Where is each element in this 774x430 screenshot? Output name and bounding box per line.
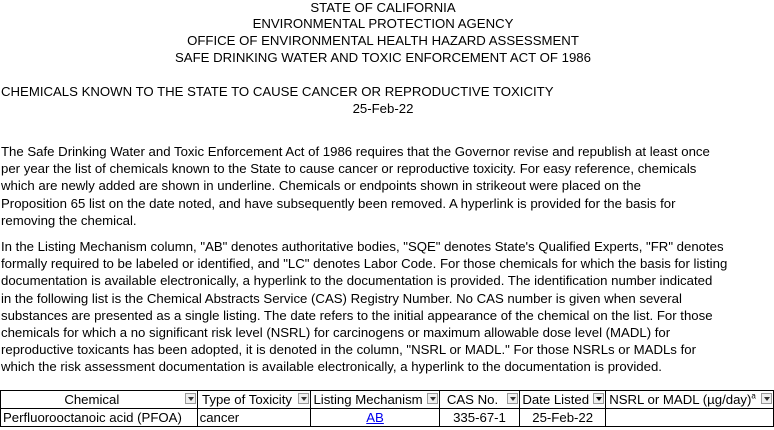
filter-dropdown-icon[interactable] [507,393,518,404]
cell-nsrl [606,409,774,427]
mechanism-line: formally required to be labeled or identified, and "LC" denotes Labor Code. For those chemicals for which the basis for listing [1,256,728,272]
filter-dropdown-icon[interactable] [298,393,309,404]
cell-chemical: Perfluorooctanoic acid (PFOA) [1,409,198,427]
header-act: SAFE DRINKING WATER AND TOXIC ENFORCEMENT ACT OF 1986 [175,50,591,65]
col-nsrl-label: NSRL or MADL (µg/day) [609,392,752,407]
cell-date: 25-Feb-22 [520,409,606,427]
intro-line: removing the chemical. [1,212,137,228]
col-chemical [1,391,198,409]
col-chemical-label: Chemical [64,392,120,407]
cell-mechanism [311,409,439,427]
intro-line: which are newly added are shown in underline. Chemicals or endpoints shown in strikeout were placed on the [1,178,641,194]
cell-toxicity: cancer [197,409,311,427]
intro-line: per year the list of chemicals known to the State to cause cancer or reproductive toxicity. For easy reference, chemicals [1,161,697,177]
mechanism-line: which the risk assessment documentation is available electronically, a hyperlink to the documentation is provided. [1,359,662,375]
mechanism-line: In the Listing Mechanism column, "AB" denotes authoritative bodies, "SQE" denotes State's Qualified Experts, "FR" denotes [1,239,724,254]
intro-line: Proposition 65 list on the date noted, and have subsequently been removed. A hyperlink is provided for the basis for [1,195,676,211]
listing-mechanism-paragraph [1,238,767,376]
col-mechanism-label: Listing Mechanism [313,392,423,407]
col-toxicity-label: Type of Toxicity [202,392,292,407]
col-date-label: Date Listed [522,392,590,407]
col-cas [439,391,520,409]
col-date [520,391,606,409]
col-cas-label: CAS No. [446,392,499,407]
list-title: CHEMICALS KNOWN TO THE STATE TO CAUSE CANCER OR REPRODUCTIVE TOXICITY [1,84,554,99]
col-nsrl [606,391,774,409]
list-date: 25-Feb-22 [352,101,414,116]
header-state: STATE OF CALIFORNIA [310,0,456,15]
table-header-row [1,391,774,409]
intro-paragraph [1,143,767,229]
header-agency: ENVIRONMENTAL PROTECTION AGENCY [252,16,514,31]
mechanism-line: substances are presented as a single listing. The date refers to the initial appearance of the chemical on the list. For those [1,307,713,323]
filter-dropdown-icon[interactable] [185,393,196,404]
table-row [1,409,774,427]
cell-cas: 335-67-1 [439,409,520,427]
col-mechanism [311,391,439,409]
mechanism-line: documentation is available electronically, a hyperlink to the documentation is provided. The identification number indicated [1,273,713,289]
filter-dropdown-icon[interactable] [761,393,772,404]
mechanism-link[interactable]: AB [366,410,384,425]
mechanism-line: reproductive toxicants has been adopted, it is denoted in the column, "NSRL or MADL." For those NSRLs or MADLs for [1,342,696,358]
col-toxicity [197,391,311,409]
intro-line: The Safe Drinking Water and Toxic Enforcement Act of 1986 requires that the Governor revise and republish at least once [1,144,710,159]
filter-dropdown-icon[interactable] [427,393,438,404]
chemicals-table [0,390,774,427]
filter-active-icon[interactable] [593,393,604,404]
header-office: OFFICE OF ENVIRONMENTAL HEALTH HAZARD ASSESSMENT [187,33,579,48]
mechanism-line: chemicals for which a no significant risk level (NSRL) for carcinogens or maximum allowable dose level (MADL) for [1,324,671,340]
footnote-marker: a [751,391,756,401]
mechanism-line: in the following list is the Chemical Abstracts Service (CAS) Registry Number. No CAS number is given when several [1,290,682,306]
